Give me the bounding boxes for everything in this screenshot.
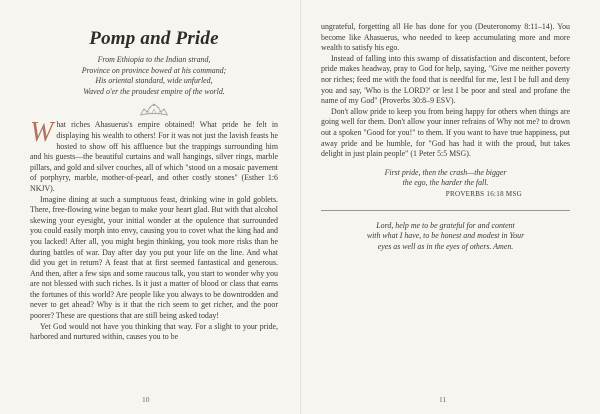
paragraph: Instead of falling into this swamp of dissatisfaction and discontent, before pride makes headway, pray to God for help, saying, "Give me neither poverty nor riches; feed me with the food that is needful for me, lest I be full and deny you and say, 'Who is the LORD?' or lest I be poor and steal and profane the name of my God" (Proverbs 30:8–9 ESV).: [321, 53, 570, 106]
right-page: [300, 0, 600, 414]
divider: [321, 210, 570, 211]
body-text: [30, 117, 278, 342]
body-text: [321, 22, 570, 160]
epigraph-line: Waved o'er the proudest empire of the world.: [83, 86, 225, 96]
prayer-line: Lord, help me to be grateful for and content: [376, 220, 515, 230]
paragraph: Don't allow pride to keep you from being happy for others when things are going well for them. Don't allow your inner refrains of Why not me? to drown out a spoken "Good for you!" to them. If you want to have true happiness, put away pride and be humble, for "God has had it with the proud, but takes delight in just plain people" (1 Peter 5:5 MSG).: [321, 106, 570, 159]
paragraph: ungrateful, forgetting all He has done for you (Deuteronomy 8:11–14). You become like Ahasuerus, who needed to keep accumulating more and more wealth to satisfy his ego.: [321, 22, 570, 53]
prayer-line: eyes as well as in the eyes of others. Amen.: [377, 241, 514, 251]
page-number: 11: [439, 395, 447, 404]
quote-line: the ego, the harder the fall.: [402, 178, 489, 188]
scripture-quote: [321, 168, 570, 200]
quote-source: PROVERBS 16:18 MSG: [445, 189, 522, 198]
epigraph-line: From Ethiopia to the Indian strand,: [97, 55, 211, 64]
prayer-line: with what I have, to be honest and modest in Your: [366, 231, 525, 241]
epigraph-line: Province on province bowed at his command;: [81, 65, 227, 75]
tiara-icon: [138, 103, 170, 117]
epigraph: [30, 55, 278, 97]
paragraph: What riches Ahasuerus's empire obtained! What pride he felt in displaying his wealth to others! For it was not just the lavish feasts he hosted to show off his affluence but the trappings surrounding him and his guests—the beautiful curtains and wall hangings, silver rings, marble pillars, and gold and silver couches, all of which "stood on a mosaic pavement of porphyry, marble, mother-of-pearl, and other costly stones" (Esther 1:6 NKJV).: [30, 117, 278, 193]
quote-line: First pride, then the crash—the bigger: [384, 167, 507, 177]
prayer: [321, 221, 570, 253]
epigraph-line: His oriental standard, wide unfurled,: [95, 76, 213, 86]
paragraph: Yet God would not have you thinking that way. For a slight to your pride, harbored and nurtured within, causes you to be: [30, 321, 278, 342]
paragraph: Imagine dining at such a sumptuous feast, drinking wine in gold goblets. There, free-flowing wine began to make your heart glad. But with that alcohol skewing your eyesight, your initial wonder at the opulence that surrounded you could easily morph into envy, causing you to covet what the king had and you lacked! After all, you might begin thinking, you took more risks than he during battles of war. Day after day you put your life on the line. And what did you get in return? A feast that at first seemed fantastical and generous. And then, after a few sips and some raucous talk, you start to wonder why you are not blessed with such riches. Is it just a matter of blood or class that earns the fortunes of this world? Are people like you always to be downtrodden and never to get ahead? Why is it that the rich seem to get richer, and the poor poorer? These are questions that are still being asked today!: [30, 194, 278, 321]
page-number: 10: [142, 395, 150, 404]
drop-cap: W: [30, 117, 54, 149]
page-title: Pomp and Pride: [89, 28, 219, 49]
